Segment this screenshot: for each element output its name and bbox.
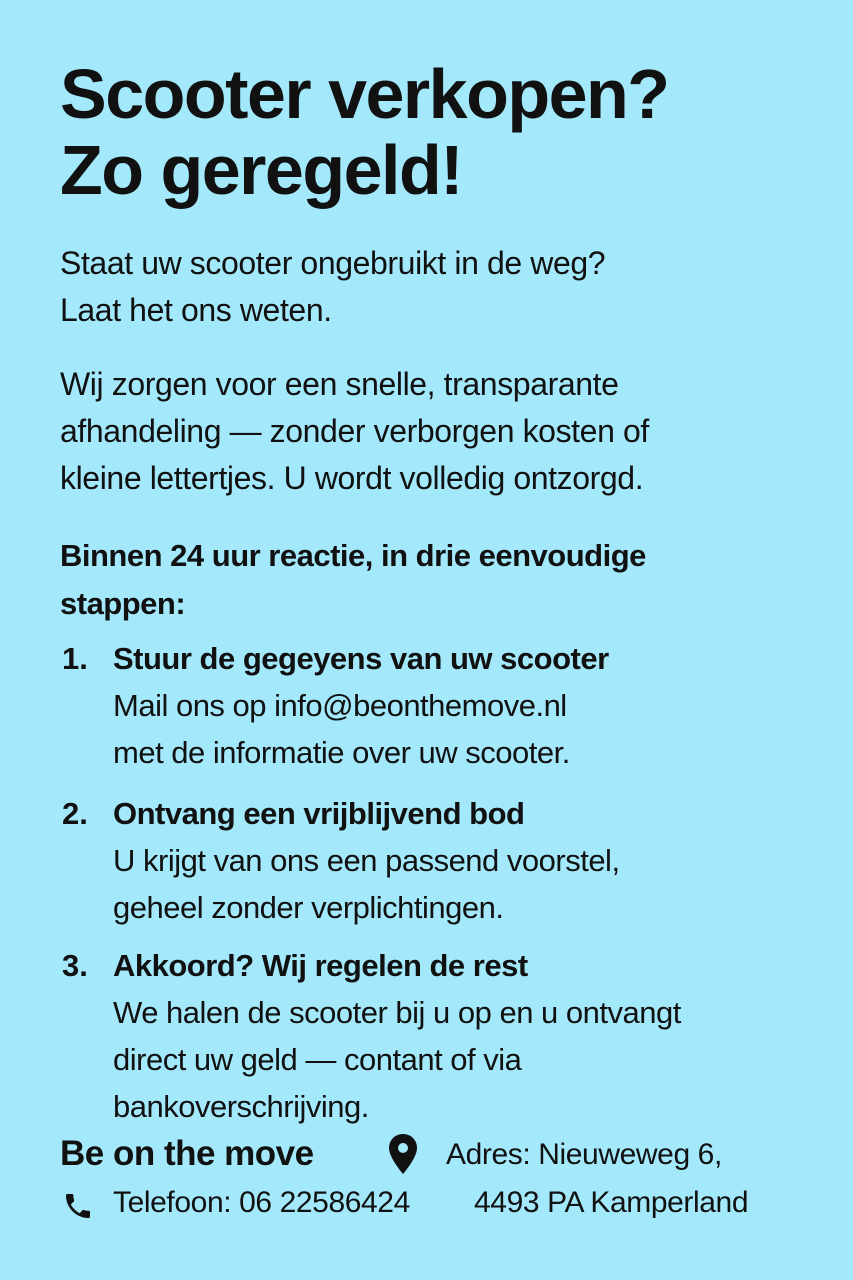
steps-heading	[60, 532, 646, 628]
location-pin-icon	[388, 1133, 418, 1175]
phone-number: Telefoon: 06 22586424	[113, 1186, 410, 1219]
step-title: Akkoord? Wij regelen de rest	[113, 948, 528, 983]
steps-heading-line: Binnen 24 uur reactie, in drie eenvoudige	[60, 538, 646, 573]
step-title: Ontvang een vrijblijvend bod	[113, 796, 525, 831]
description-line: afhandeling — zonder verborgen kosten of	[60, 413, 649, 449]
step-line: geheel zonder verplichtingen.	[113, 890, 504, 925]
step-line: We halen de scooter bij u op en u ontvangt	[113, 995, 681, 1030]
description-line: Wij zorgen voor een snelle, transparante	[60, 366, 619, 402]
address-line-2: 4493 PA Kamperland	[474, 1186, 749, 1219]
steps-heading-line: stappen:	[60, 586, 186, 621]
description-line: kleine lettertjes. U wordt volledig ontzorgd.	[60, 460, 644, 496]
brand-name: Be on the move	[60, 1134, 314, 1173]
step-number: 1.	[62, 641, 88, 676]
step-line: U krijgt van ons een passend voorstel,	[113, 843, 620, 878]
step-number: 2.	[62, 796, 88, 831]
intro-line: Laat het ons weten.	[60, 292, 332, 328]
step-line: direct uw geld — contant of via	[113, 1042, 522, 1077]
intro-text	[60, 240, 605, 334]
step-line: bankoverschrijving.	[113, 1089, 369, 1124]
title-line: Scooter verkopen?	[60, 55, 669, 133]
step-number: 3.	[62, 948, 88, 983]
step-line: Mail ons op info@beonthemove.nl	[113, 688, 567, 723]
title-line: Zo geregeld!	[60, 131, 463, 209]
step-line: met de informatie over uw scooter.	[113, 735, 570, 770]
intro-line: Staat uw scooter ongebruikt in de weg?	[60, 245, 606, 281]
description-text	[60, 361, 649, 502]
page-title	[60, 56, 669, 208]
address-line-1: Adres: Nieuweweg 6,	[446, 1138, 722, 1171]
phone-icon	[62, 1190, 94, 1222]
step-title: Stuur de gegeyens van uw scooter	[113, 641, 609, 676]
